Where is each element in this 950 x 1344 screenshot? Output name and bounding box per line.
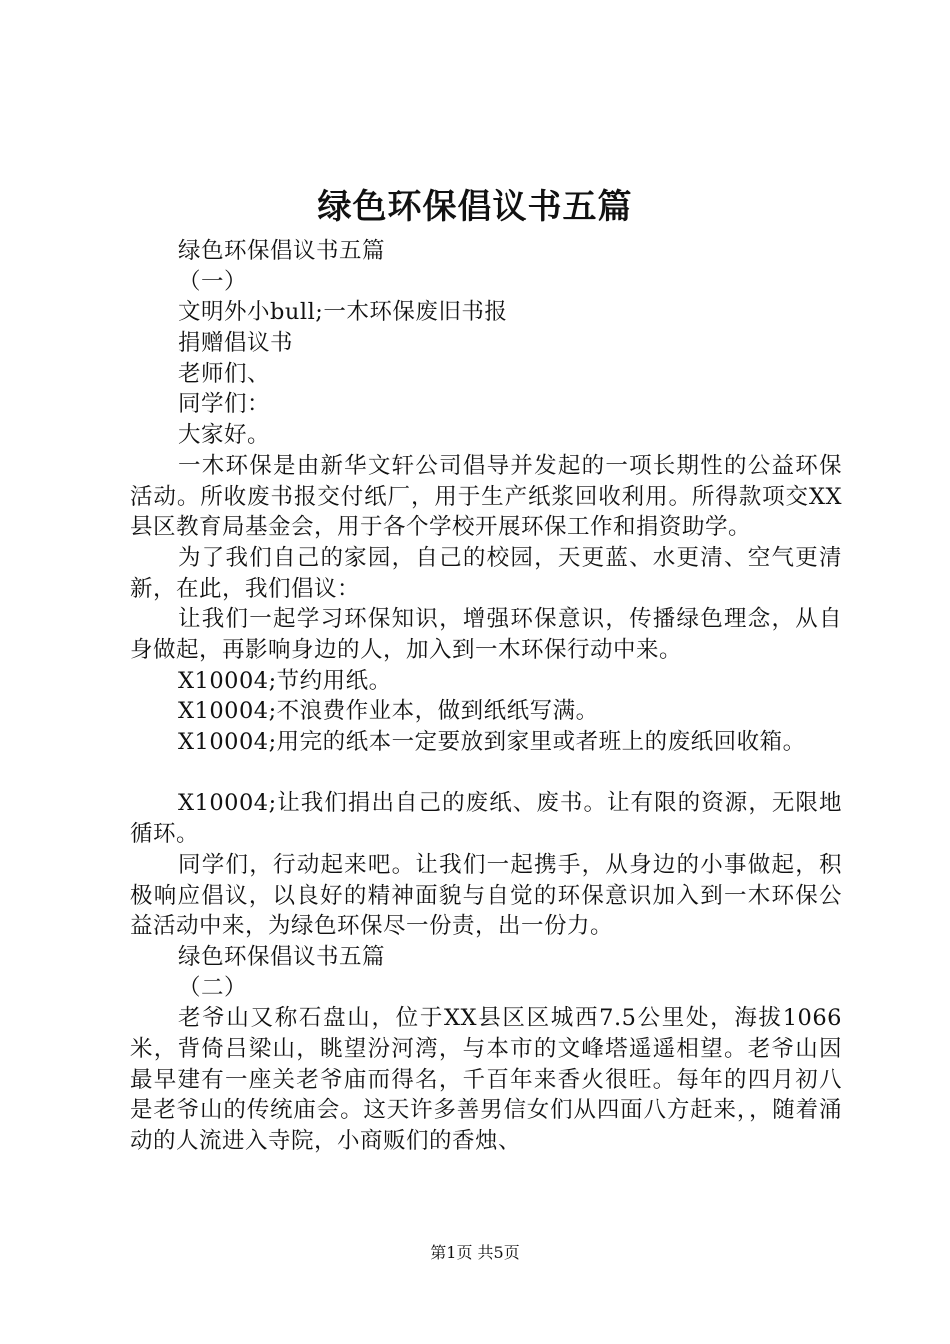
blank-line <box>130 758 842 789</box>
heading-line: 捐赠倡议书 <box>178 330 294 357</box>
paragraph: 一木环保是由新华文轩公司倡导并发起的一项长期性的公益环保活动。所收废书报交付纸厂，用于生产纸浆回收利用。所得款项交XX县区教育局基金会，用于各个学校开展环保工作和捐资助学。 <box>130 452 842 541</box>
heading-line: 文明外小bull;一木环保废旧书报 <box>178 299 508 326</box>
paragraph: 同学们，行动起来吧。让我们一起携手，从身边的小事做起，积极响应倡议，以良好的精神面貌与自觉的环保意识加入到一木环保公益活动中来，为绿色环保尽一份责，出一份力。 <box>130 851 842 940</box>
salutation-line: 同学们： <box>178 391 271 418</box>
page-footer: 第1页 共5页 <box>430 1243 520 1262</box>
section-number: （二） <box>178 974 248 1001</box>
document-body <box>130 236 842 1157</box>
list-item: X10004;用完的纸本一定要放到家里或者班上的废纸回收箱。 <box>178 729 806 756</box>
subtitle-line: 绿色环保倡议书五篇 <box>178 238 386 264</box>
section-number: （一） <box>178 268 248 295</box>
list-item: X10004;节约用纸。 <box>178 667 392 694</box>
paragraph: 让我们一起学习环保知识，增强环保意识，传播绿色理念，从自身做起，再影响身边的人，加入到一木环保行动中来。 <box>130 606 842 664</box>
greeting-line: 大家好。 <box>178 422 271 449</box>
list-item: X10004;让我们捐出自己的废纸、废书。让有限的资源，无限地循环。 <box>130 790 842 848</box>
salutation-line: 老师们、 <box>178 360 271 387</box>
paragraph: 为了我们自己的家园，自己的校园，天更蓝、水更清、空气更清新，在此，我们倡议： <box>130 544 842 602</box>
paragraph: 老爷山又称石盘山，位于XX县区区城西7.5公里处，海拔1066米，背倚吕梁山，眺望汾河湾，与本市的文峰塔遥遥相望。老爷山因最早建有一座关老爷庙而得名，千百年来香火很旺。每年的四月初八是老爷山的传统庙会。这天许多善男信女们从四面八方赶来，，随着涌动的人流进入寺院，小商贩们的香烛、 <box>130 1005 842 1155</box>
list-item: X10004;不浪费作业本，做到纸纸写满。 <box>178 698 599 725</box>
document-title: 绿色环保倡议书五篇 <box>317 187 633 227</box>
section-heading: 绿色环保倡议书五篇 <box>178 944 386 970</box>
